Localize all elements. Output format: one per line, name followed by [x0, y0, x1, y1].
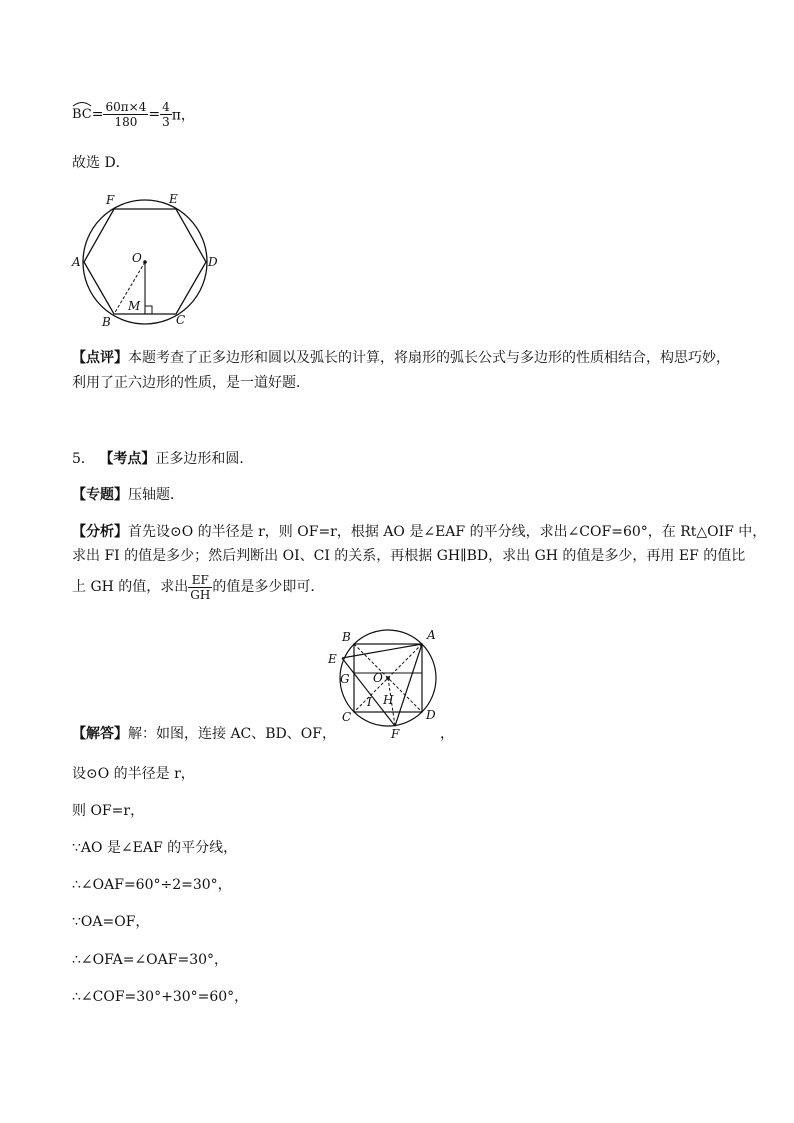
fraction-numerator: EF	[188, 573, 212, 588]
arc-label: BC	[72, 107, 92, 122]
fraction-1-numerator: 60π×4	[105, 100, 147, 114]
zhuanti-text: 压轴题．	[128, 487, 184, 503]
kaodian-tag: 【考点】	[99, 451, 156, 467]
sq-label-g: G	[340, 672, 350, 686]
fenxi-text-3a: 上 GH 的值，求出	[72, 579, 189, 595]
q5-jieda-line	[72, 724, 336, 744]
jieda-text: 解：如图，连接 AC、BD、OF，	[128, 726, 336, 742]
zhuanti-tag: 【专题】	[72, 487, 128, 503]
sq-label-o: O	[373, 671, 383, 685]
fenxi-tag: 【分析】	[72, 524, 128, 540]
fraction-denominator: GH	[190, 587, 211, 602]
hex-label-a: A	[72, 255, 81, 269]
q5-fenxi-line-2: 求出 FI 的值是多少；然后判断出 OI、CI 的关系，再根据 GH∥BD，求出 GH 的值是多少，再用 EF 的值比	[72, 548, 746, 564]
solution-step-2: 则 OF=r，	[72, 803, 145, 819]
equals-sign-2: =	[148, 106, 161, 123]
hex-label-m: M	[128, 299, 141, 313]
fenxi-text-3b: 的值是多少即可．	[212, 579, 325, 595]
equals-sign-1: =	[91, 106, 104, 123]
fraction-2-numerator: 4	[162, 100, 170, 114]
q5-kaodian-line	[72, 449, 253, 469]
formula-tail: π，	[171, 107, 195, 124]
q5-fenxi-line-1	[72, 522, 766, 542]
solution-step-6: ∴∠OFA=∠OAF=30°，	[72, 952, 229, 968]
fenxi-text-1: 首先设⊙O 的半径是 r，则 OF=r，根据 AO 是∠EAF 的平分线，求出∠COF=60°，在 Rt△OIF 中，	[128, 524, 767, 540]
sq-label-h: H	[383, 693, 394, 707]
comment-line-1	[72, 348, 730, 368]
hex-label-d: D	[208, 255, 218, 269]
q5-zhuanti-line	[72, 485, 184, 505]
jieda-tag: 【解答】	[72, 726, 128, 742]
ef-over-gh-fraction	[188, 573, 212, 602]
comment-line-2: 利用了正六边形的性质，是一道好题．	[72, 375, 310, 391]
hex-label-b: B	[102, 315, 111, 329]
jieda-tail: ，	[440, 726, 454, 742]
fraction-2-denominator: 3	[162, 115, 170, 129]
hex-label-c: C	[176, 313, 186, 327]
square-in-circle-figure	[326, 625, 456, 745]
hex-label-o: O	[132, 251, 142, 265]
solution-step-5: ∵OA=OF，	[72, 914, 150, 930]
sq-label-b: B	[342, 630, 351, 644]
fraction-2	[160, 100, 172, 129]
arc-symbol	[72, 101, 92, 107]
sq-label-f: F	[391, 727, 400, 741]
solution-step-7: ∴∠COF=30°+30°=60°，	[72, 989, 249, 1005]
q5-fenxi-line-3	[72, 572, 324, 602]
choice-line: 故选 D．	[72, 155, 130, 171]
hex-label-e: E	[169, 192, 178, 206]
sq-label-i: I	[367, 695, 372, 709]
sq-label-d: D	[426, 708, 436, 722]
fraction-1-denominator: 180	[114, 115, 138, 129]
hex-label-f: F	[106, 193, 115, 207]
solution-step-4: ∴∠OAF=60°÷2=30°，	[72, 877, 232, 893]
question-number: 5．	[72, 451, 95, 467]
solution-step-1: 设⊙O 的半径是 r，	[72, 766, 195, 782]
arc-length-formula	[72, 100, 195, 129]
comment-text-1: 本题考查了正多边形和圆以及弧长的计算，将扇形的弧长公式与多边形的性质相结合，构思巧妙，	[128, 350, 730, 366]
kaodian-text: 正多边形和圆．	[155, 451, 254, 467]
sq-label-a: A	[427, 628, 436, 642]
hexagon-in-circle-figure	[66, 190, 226, 330]
comment-tag: 【点评】	[72, 350, 128, 366]
sq-label-e: E	[328, 652, 337, 666]
fraction-1	[103, 100, 148, 129]
sq-label-c: C	[342, 710, 352, 724]
solution-step-3: ∵AO 是∠EAF 的平分线，	[72, 840, 238, 856]
